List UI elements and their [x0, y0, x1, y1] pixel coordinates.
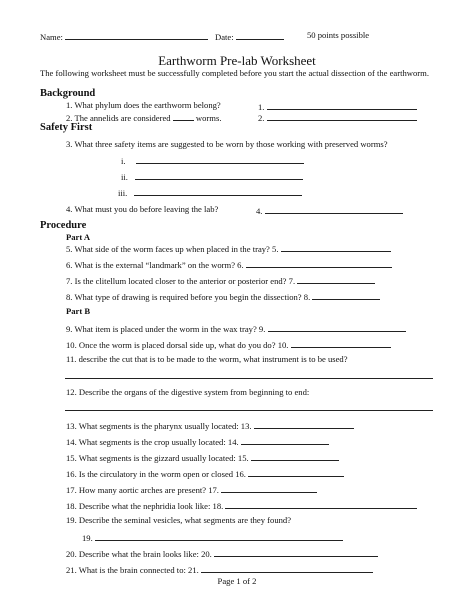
question-6[interactable]	[66, 258, 392, 271]
answer-15-blank[interactable]	[251, 451, 339, 461]
name-label: Name:	[40, 32, 63, 42]
answer-13-blank[interactable]	[254, 419, 354, 429]
answer-3-ii-blank[interactable]	[135, 170, 303, 180]
question-1: 1. What phylum does the earthworm belong?	[66, 100, 221, 110]
answer-18-blank[interactable]	[225, 499, 417, 509]
answer-4-label: 4.	[256, 206, 263, 216]
name-field[interactable]	[40, 30, 208, 43]
answer-19-blank[interactable]	[95, 531, 343, 541]
answer-17-blank[interactable]	[221, 483, 317, 493]
question-14-text: 14. What segments is the crop usually located: 14.	[66, 437, 239, 447]
answer-3-i-blank[interactable]	[136, 154, 304, 164]
answer-3-i[interactable]	[121, 154, 304, 166]
question-9[interactable]	[66, 322, 406, 335]
answer-3-iii-blank[interactable]	[134, 186, 302, 196]
answer-9-blank[interactable]	[268, 322, 406, 332]
section-background: Background	[40, 88, 96, 99]
part-b-heading: Part B	[66, 306, 91, 316]
question-8[interactable]	[66, 290, 380, 303]
question-5[interactable]	[66, 242, 391, 255]
question-15[interactable]	[66, 451, 339, 464]
question-17-text: 17. How many aortic arches are present? 17.	[66, 485, 219, 495]
answer-21-blank[interactable]	[201, 563, 373, 573]
answer-3-ii[interactable]	[121, 170, 303, 182]
question-11: 11. describe the cut that is to be made to the worm, what instrument is to be used?	[66, 354, 348, 364]
answer-6-blank[interactable]	[246, 258, 392, 268]
question-9-text: 9. What item is placed under the worm in the wax tray? 9.	[66, 324, 266, 334]
answer-3-ii-label: ii.	[121, 172, 128, 182]
question-7-text: 7. Is the clitellum located closer to the anterior or posterior end? 7.	[66, 276, 296, 286]
section-procedure: Procedure	[40, 220, 87, 231]
answer-8-blank[interactable]	[312, 290, 380, 300]
answer-4-blank[interactable]	[265, 204, 403, 214]
question-2-text-b: worms.	[195, 113, 222, 123]
answer-11-blank[interactable]	[65, 378, 433, 379]
question-10-text: 10. Once the worm is placed dorsal side up, what do you do? 10.	[66, 340, 289, 350]
name-blank[interactable]	[65, 30, 208, 40]
answer-10-blank[interactable]	[291, 338, 391, 348]
question-10[interactable]	[66, 338, 391, 351]
section-safety: Safety First	[40, 122, 93, 133]
question-12: 12. Describe the organs of the digestive system from beginning to end:	[66, 387, 310, 397]
question-14[interactable]	[66, 435, 329, 448]
question-2-text-a: 2. The annelids are considered	[66, 113, 171, 123]
question-2-inline-blank[interactable]	[173, 111, 194, 121]
question-20-text: 20. Describe what the brain looks like: 20.	[66, 549, 212, 559]
answer-16-blank[interactable]	[248, 467, 344, 477]
question-4: 4. What must you do before leaving the lab?	[66, 204, 219, 214]
answer-14-blank[interactable]	[241, 435, 329, 445]
answer-19-label: 19.	[82, 533, 93, 543]
answer-4[interactable]	[256, 204, 403, 217]
question-8-text: 8. What type of drawing is required before you begin the dissection? 8.	[66, 292, 311, 302]
question-7[interactable]	[66, 274, 375, 287]
date-blank[interactable]	[236, 30, 284, 40]
answer-12-blank[interactable]	[65, 410, 433, 411]
answer-20-blank[interactable]	[214, 547, 378, 557]
answer-1-blank[interactable]	[267, 100, 417, 110]
date-label: Date:	[215, 32, 234, 42]
question-21-text: 21. What is the brain connected to: 21.	[66, 565, 199, 575]
answer-19[interactable]	[82, 531, 343, 544]
page-title: Earthworm Pre-lab Worksheet	[158, 53, 316, 68]
intro-text: The following worksheet must be successfully completed before you start the actual dissection of the earthworm.	[40, 68, 429, 78]
question-3: 3. What three safety items are suggested to be worn by those working with preserved worms?	[66, 139, 388, 149]
question-15-text: 15. What segments is the gizzard usually located: 15.	[66, 453, 249, 463]
question-17[interactable]	[66, 483, 317, 496]
answer-3-iii[interactable]	[118, 186, 302, 198]
part-a-heading: Part A	[66, 232, 91, 242]
points-possible: 50 points possible	[307, 30, 370, 40]
answer-2-label: 2.	[258, 113, 265, 123]
question-13[interactable]	[66, 419, 354, 432]
question-13-text: 13. What segments is the pharynx usually located: 13.	[66, 421, 252, 431]
answer-5-blank[interactable]	[281, 242, 391, 252]
question-18-text: 18. Describe what the nephridia look like: 18.	[66, 501, 224, 511]
page-number: Page 1 of 2	[217, 576, 257, 586]
answer-3-i-label: i.	[121, 156, 126, 166]
question-16[interactable]	[66, 467, 344, 480]
question-6-text: 6. What is the external “landmark” on the worm? 6.	[66, 260, 244, 270]
question-5-text: 5. What side of the worm faces up when placed in the tray? 5.	[66, 244, 279, 254]
answer-1-label: 1.	[258, 102, 265, 112]
question-18[interactable]	[66, 499, 417, 512]
date-field[interactable]	[215, 30, 284, 43]
answer-7-blank[interactable]	[297, 274, 375, 284]
question-21[interactable]	[66, 563, 373, 576]
answer-2[interactable]	[258, 111, 417, 124]
question-19: 19. Describe the seminal vesicles, what segments are they found?	[66, 515, 292, 525]
answer-2-blank[interactable]	[267, 111, 417, 121]
answer-3-iii-label: iii.	[118, 188, 128, 198]
question-20[interactable]	[66, 547, 378, 560]
question-16-text: 16. Is the circulatory in the worm open or closed 16.	[66, 469, 246, 479]
